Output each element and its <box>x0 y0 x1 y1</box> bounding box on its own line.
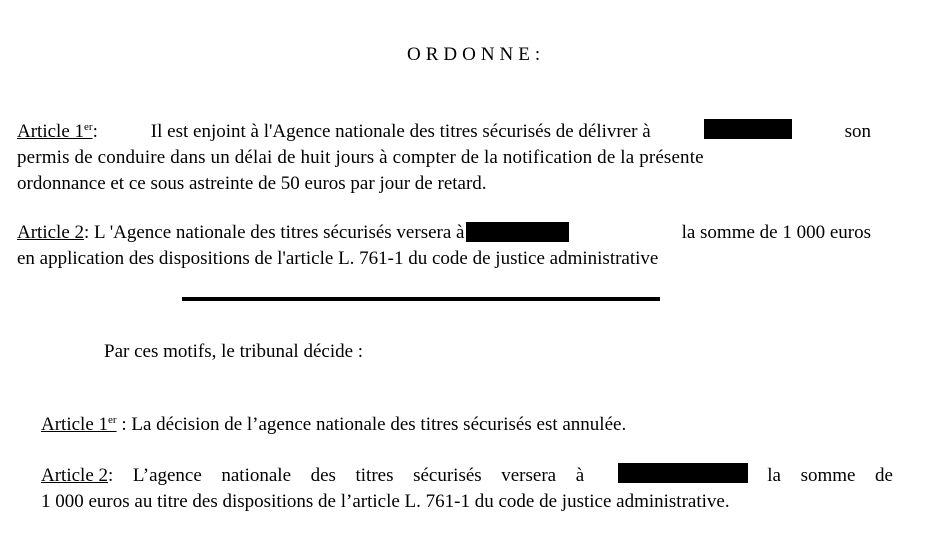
article-2-text-start: L 'Agence nationale des titres sécurisés versera à <box>94 222 465 243</box>
motifs-text: Par ces motifs, le tribunal décide : <box>104 341 364 362</box>
redaction-block <box>704 119 792 139</box>
decision-article-1-text: : La décision de l’agence nationale des titres sécurisés est annulée. <box>121 414 627 435</box>
article-1-line-3: ordonnance et ce sous astreinte de 50 euros par jour de retard. <box>17 173 487 194</box>
ordonne-heading: ORDONNE: <box>407 44 546 65</box>
article-1-text-start: Il est enjoint à l'Agence nationale des titres sécurisés de délivrer à <box>150 121 651 142</box>
article-2-label: Article 2 <box>17 222 85 243</box>
redaction-block <box>466 222 569 242</box>
article-2-line-1: Article 2: L 'Agence nationale des titres sécurisés versera à la somme de 1 000 euros <box>17 220 871 246</box>
separator-rule <box>182 297 660 301</box>
article-1-line-2: permis de conduire dans un délai de huit jours à compter de la notification de la présente <box>17 147 704 168</box>
decision-article-2-line-1: Article 2: L’agence nationale des titres sécurisés versera à la somme de <box>41 465 893 486</box>
article-2-line-2: en application des dispositions de l'article L. 761-1 du code de justice administrative <box>17 248 659 269</box>
article-1-label: Article 1er <box>17 121 93 142</box>
decision-article-2-paragraph <box>41 463 893 515</box>
decision-article-2-line-2: 1 000 euros au titre des dispositions de l’article L. 761-1 du code de justice administrative. <box>41 491 730 512</box>
article-2-text-end: la somme de 1 000 euros <box>681 222 871 243</box>
decision-article-1 <box>41 414 626 436</box>
article-2-paragraph <box>17 220 871 272</box>
article-1-text-end: son <box>844 121 871 142</box>
decision-article-2-label: Article 2 <box>41 465 109 486</box>
article-1-line-1: Article 1er: Il est enjoint à l'Agence nationale des titres sécurisés de délivrer à son <box>17 119 871 145</box>
redaction-block <box>618 463 748 483</box>
article-1-paragraph <box>17 119 871 197</box>
decision-article-1-label: Article 1er <box>41 414 117 435</box>
